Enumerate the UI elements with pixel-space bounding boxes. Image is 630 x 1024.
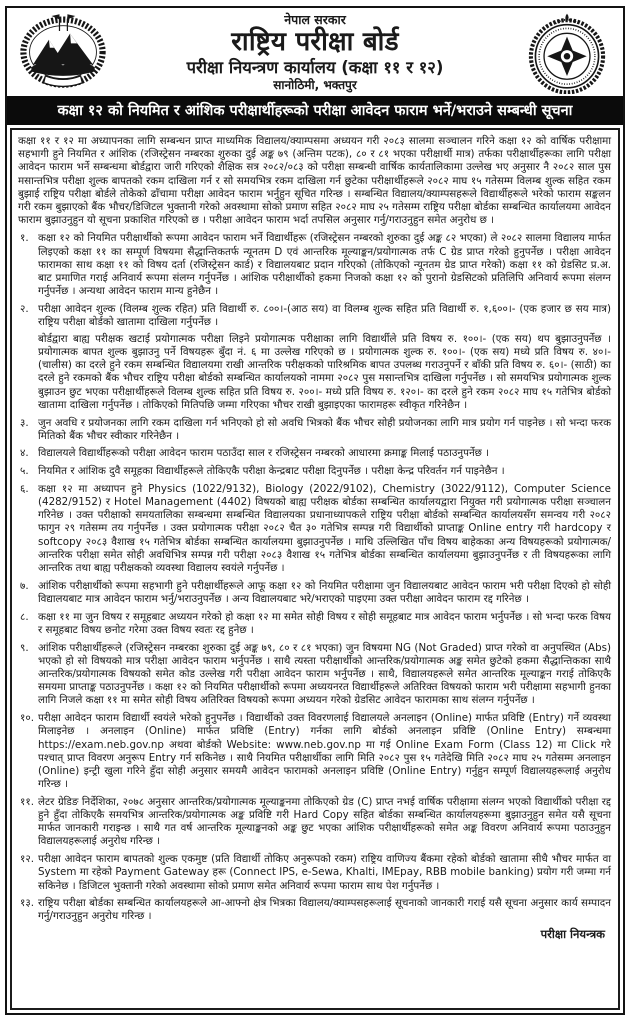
item-number: ४. bbox=[20, 447, 29, 460]
item-text: कक्षा ११ मा जुन विषय र समूहबाट अध्ययन गरेको हो कक्षा १२ मा समेत सोही विषय र सोही समूहबाट मात्र आवेदन फाराम भर्नुपर्नेछ । सो भन्दा फरक विषय र समूहबाट विषय छनोट गरेमा उक्त विषय स्वतः रद्द हुनेछ । bbox=[38, 610, 611, 636]
item-text: कक्षा १२ को नियमित परीक्षार्थीको रूपमा आवेदन फाराम भर्ने विद्यार्थीहरू (रजिस्ट्रेसन नम्बरको शुरुका दुई अङ्क ८२ भएका) ले २०८२ सालमा विद्यालय मार्फत लिइएको कक्षा ११ का सम्पूर्ण विषयमा सैद्धान्तिकतर्फ न्यूनतम D एवं आन्तरिक मूल्याङ्कन/प्रयोगात्मक तर्फ C ग्रेड प्राप्त गरेको हुनुपर्नेछ । परीक्षा आवेदन फारामका साथ कक्षा ११ को विषय दर्ता (रजिस्ट्रेसन कार्ड) र विद्यालयबाट प्रदान गरिएको (तोकिएको न्यूनतम ग्रेड प्राप्त गरेको) कक्षा ११ को ग्रेडसिट प्र.अ. बाट प्रमाणित गराई अनिवार्य रूपमा संलग्न गर्नुपर्नेछ । आंशिक परीक्षार्थीको हकमा निजको कक्षा १२ को पुरानो ग्रेडसिटको प्रतिलिपि अनिवार्य रूपमा संलग्न गर्नुपर्नेछ । अन्यथा आवेदन फाराम मान्य हुनेछैन । bbox=[38, 232, 611, 298]
item-text: लेटर ग्रेडिङ निर्देशिका, २०७८ अनुसार आन्तरिक/प्रयोगात्मक मूल्याङ्कनमा तोकिएको ग्रेड (C) प्राप्त नभई वार्षिक परीक्षामा संलग्न भएको विद्यार्थीको परीक्षा रद्द हुने हुँदा तोकिएकै समयभित्र आन्तरिक/प्रयोगात्मक अङ्क प्रविष्टि गरी Hard Copy सहित बोर्डका सम्बन्धित कार्यालयहरूमा बुझाउनुहुन समेत यसै सूचना मार्फत जानकारी गराइन्छ । साथै गत वर्ष आन्तरिक मूल्याङ्कनको अङ्क छुट भएका आंशिक परीक्षार्थीहरूको समेत अङ्क विवरण अनिवार्य रूपमा पठाउनुहुन विद्यालयहरूलाई अनुरोध गरिन्छ । bbox=[38, 795, 611, 848]
list-item bbox=[18, 232, 611, 298]
item-text: जुन अवधि र प्रयोजनका लागि रकम दाखिला गर्न भनिएको हो सो अवधि भित्रको बैंक भौचर सोही प्रयोजनका लागि मात्र प्रयोग गर्न पाइनेछ । सो भन्दा फरक मितिको बैंक भौचर स्वीकार गरिनेछैन । bbox=[38, 416, 611, 442]
item-text: आंशिक परीक्षार्थीहरूले (रजिस्ट्रेसन नम्बरका शुरुका दुई अङ्क ७९, ८० र ८१ भएका) जुन विषयमा NG (Not Graded) प्राप्त गरेको वा अनुपस्थित (Abs) भएको हो सो विषयको मात्र परीक्षा आवेदन फाराम भर्नुपर्नेछ । साथै त्यस्ता परीक्षार्थीको आन्तरिक/प्रयोगात्मक अङ्क समेत छुटेको हकमा सैद्धान्तिकका साथै आन्तरिक/प्रयोगात्मक विषयको समेत कोड उल्लेख गरी परीक्षा आवेदन फाराम भर्नुपर्नेछ । साथै, विद्यालयहरूले समेत आन्तरिक मूल्याङ्कन गराई तोकिएकै समयमा प्राप्ताङ्क पठाउनुपर्नेछ । कक्षा १२ को नियमित परीक्षार्थीको रूपमा अध्ययनरत विद्यार्थीहरूले अतिरिक्त विषयको फाराम भरी परीक्षामा सहभागी हुनका लागि निजले कक्षा ११ मा समेत सोही विषय अतिरिक्त विषयको रूपमा अध्ययन गरेको ग्रेडसिट आवेदन फारामका साथ संलग्न गर्नुपर्नेछ । bbox=[38, 641, 611, 707]
notice-title: कक्षा १२ को नियमित र आंशिक परीक्षार्थीहरूको परीक्षा आवेदन फाराम भर्ने/भराउने सम्बन्धी सूचना bbox=[7, 96, 623, 125]
list-item bbox=[18, 611, 611, 637]
item-text: राष्ट्रिय परीक्षा बोर्डका सम्बन्धित कार्यालयहरूले आ-आफ्नो क्षेत्र भित्रका विद्यालय/क्याम्पसहरूलाई सूचनाको जानकारी गराई यसै सूचना अनुसार कार्य सम्पादन गर्नु/गराउनुहुन अनुरोध गरिन्छ । bbox=[38, 897, 611, 923]
office-name: परीक्षा नियन्त्रण कार्यालय (कक्षा ११ र १२) bbox=[186, 57, 444, 77]
item-text: कक्षा १२ मा अध्यापन हुने Physics (1022/9132), Biology (2022/9102), Chemistry (3022/9112), Computer Science (4282/9152) र Hotel Management (4402) विषयको बाह्य परीक्षक बोर्डका सम्बन्धित कार्यालयद्वारा नियुक्त गरी प्रयोगात्मक परीक्षा सञ्चालन गरिनेछ । उक्त परीक्षाको समयतालिका सम्बन्धमा सम्बन्धित विद्यालयका प्रधानाध्यापकले राष्ट्रिय परीक्षा बोर्डको सम्बन्धित कार्यालयसँग समन्वय गरी २०८२ फागुन २९ गतेसम्म तय गर्नुपर्नेछ । उक्त प्रयोगात्मक परीक्षा २०८२ चैत ३० गतेभित्र सम्पन्न गरी विद्यार्थीको प्राप्ताङ्क Online entry गरी hardcopy र softcopy २०८३ वैशाख १५ गतेभित्र बोर्डका सम्बन्धित कार्यालयमा बुझाउनुपर्नेछ । माथि उल्लिखित पाँच विषय बाहेकका अन्य विषयहरूको प्रयोगात्मक/आन्तरिक परीक्षा समेत सोही अवधिभित्र सम्पन्न गरी परीक्षा २०८३ वैशाख १५ गतेभित्र बोर्डका सम्बन्धित कार्यालयमा बुझाउनुपर्नेछ र ती विषयहरूका लागि आन्तरिक तथा बाह्य परीक्षकको व्यवस्था विद्यालय स्वयंले गर्नुपर्नेछ । bbox=[38, 482, 611, 575]
list-item bbox=[18, 417, 611, 443]
letterhead bbox=[7, 8, 623, 96]
item-subparagraph: बोर्डद्वारा बाह्य परीक्षक खटाई प्रयोगात्मक परीक्षा लिइने प्रयोगात्मक परीक्षाका लागि विद्यार्थीले प्रति विषय रु. १००।- (एक सय) थप बुझाउनुपर्नेछ । प्रयोगात्मक बापत शुल्क बुझाउनु पर्ने विषयहरू बुँदा नं. ६ मा उल्लेख गरिएको छ । प्रयोगात्मक शुल्क रु. १००।- (एक सय) मध्ये प्रति विषय रु. ४०।- (चालीस) का दरले हुने रकम सम्बन्धित विद्यालयमा राखी आन्तरिक परीक्षकको पारिश्रमिक बापत उपलब्ध गराउनुपर्ने र बाँकी प्रति विषय रु. ६०।- (साठी) का दरले हुने रकमको बैंक भौचर राष्ट्रिय परीक्षा बोर्डको सम्बन्धित कार्यालयको नाममा २०८२ पुस मसान्तभित्र दाखिला गर्नुपर्नेछ । सो समयभित्र प्रयोगात्मक शुल्क बुझाउन छुट भएका परीक्षार्थीहरूले विलम्ब शुल्क सहित प्रति विषय रु. २००।- मध्ये प्रति विषय रु. १२०।- का दरले हुने रकम २०८२ माघ १५ गतेभित्र बोर्डको खातामा दाखिला गर्नुपर्नेछ । तोकिएको मितिपछि जम्मा गरिएका भौचर राखी बुझाइएका फारामहरू स्वीकृत गरिनेछैन । bbox=[38, 332, 611, 411]
list-item bbox=[18, 712, 611, 791]
list-item bbox=[18, 303, 611, 412]
government-name: नेपाल सरकार bbox=[284, 12, 346, 28]
item-text: आंशिक परीक्षार्थीको रूपमा सहभागी हुने परीक्षार्थीहरूले आफू कक्षा १२ को नियमित परीक्षामा जुन विद्यालयबाट आवेदन फाराम भरी परीक्षा दिएको हो सोही विद्यालयबाट मात्र आवेदन फाराम भर्नु/भराउनुपर्नेछ । अन्य विद्यालयबाट भरे/भराएको पाइएमा उक्त परीक्षा आवेदन फाराम रद्द गरिनेछ । bbox=[38, 579, 611, 605]
item-number: ८. bbox=[20, 610, 29, 623]
list-item bbox=[18, 642, 611, 708]
item-number: ५. bbox=[20, 465, 29, 478]
item-text: परीक्षा आवेदन शुल्क (विलम्ब शुल्क रहित) प्रति विद्यार्थी रु. ८००।-(आठ सय) वा विलम्ब शुल्क सहित प्रति विद्यार्थी रु. १,६००।- (एक हजार छ सय मात्र) राष्ट्रिय परीक्षा बोर्डको खातामा दाखिला गर्नुपर्नेछ । bbox=[38, 302, 611, 329]
item-number: ११. bbox=[20, 795, 34, 808]
item-number: १२. bbox=[20, 853, 34, 866]
office-location: सानोठिमी, भक्तपुर bbox=[273, 78, 357, 93]
notice-frame bbox=[5, 6, 625, 1015]
signature: परीक्षा नियन्त्रक bbox=[540, 927, 605, 942]
nepal-coat-of-arms-icon bbox=[17, 13, 109, 93]
list-item bbox=[18, 853, 611, 893]
item-number: ६. bbox=[20, 482, 29, 495]
item-number: ३. bbox=[20, 416, 29, 429]
letterhead-text bbox=[109, 13, 521, 92]
item-text: परीक्षा आवेदन फाराम बापतको शुल्क एकमुष्ट (प्रति विद्यार्थी तोकिए अनुरूपको रकम) राष्ट्रिय वाणिज्य बैंकमा रहेको बोर्डको खातामा सीधै भौचर मार्फत वा System मा रहेको Payment Gateway हरू (Connect IPS, e-Sewa, Khalti, IMEpay, RBB mobile banking) प्रयोग गरी जम्मा गर्न सकिनेछ । डिजिटल भुक्तानी गरेको अवस्थामा सोको प्रमाण समेत अनिवार्य रूपमा फाराम साथ पेश गर्नुपर्नेछ । bbox=[38, 853, 611, 892]
list-item bbox=[18, 447, 611, 460]
item-number: १०. bbox=[20, 712, 34, 725]
list-item bbox=[18, 483, 611, 575]
neb-seal-icon bbox=[521, 12, 613, 94]
list-item bbox=[18, 897, 611, 923]
notice-body bbox=[10, 128, 620, 1010]
item-text: परीक्षा आवेदन फाराम विद्यार्थी स्वयंले भरेको हुनुपर्नेछ । विद्यार्थीको उक्त विवरणलाई विद्यालयले अनलाइन (Online) मार्फत प्रविष्टि (Entry) गर्ने व्यवस्था मिलाइनेछ । अनलाइन (Online) मार्फत प्रविष्टि (Entry) गर्नका लागि बोर्डको अनलाइन प्रविष्टि (Online Entry) सम्बन्धमा https://exam.neb.gov.np अथवा बोर्डको Website: www.neb.gov.np मा गई Online Exam Form (Class 12) मा Click गरे पश्चात् प्राप्त विवरण अनुरूप Entry गर्न सकिनेछ । साथै नियमित परीक्षार्थीका लागि मिति २०८२ पुस १५ गतेदेखि मिति २०८२ माघ २५ गतेसम्म अनलाइन (Online) इन्ट्री खुला गरिने हुँदा सोही अनुसार समयमै आवेदन फारामको अनलाइन प्रविष्टि (Online Entry) गर्नुहुन सम्पूर्ण विद्यालयहरूलाई अनुरोध गरिन्छ । bbox=[38, 712, 611, 791]
intro-paragraph: कक्षा ११ र १२ मा अध्यापनका लागि सम्बन्धन प्राप्त माध्यमिक विद्यालय/क्याम्पसमा अध्ययन गरी २०८३ सालमा सञ्चालन गरिने कक्षा १२ को वार्षिक परीक्षामा सहभागी हुने नियमित र आंशिक (रजिस्ट्रेसन नम्बरका शुरुका दुई अङ्क ७९ (अन्तिम पटक), ८० र ८१ भएका परीक्षार्थी मात्र) तर्फका परीक्षार्थीहरूका लागि परीक्षा आवेदन फाराम भर्ने सम्बन्धमा बोर्डद्वारा जारी गरिएको शैक्षिक सत्र २०८२/०८३ को परीक्षा सम्बन्धी वार्षिक कार्यतालिकामा उल्लेख भए अनुसार नै २०८२ साल पुस मसान्तभित्र परीक्षा शुल्क बापतको रकम दाखिला गर्न र सो समयभित्र रकम दाखिला गर्न छुटेका परीक्षार्थीहरूले २०८२ माघ १५ गतेसम्म विलम्ब शुल्क सहित रकम बुझाई राष्ट्रिय परीक्षा बोर्डले तोकेको ढाँचामा परीक्षा आवेदन फाराम भर्नुहुन सूचित गरिन्छ । सम्बन्धित विद्यालय/क्याम्पसहरूले विद्यार्थीहरूले भरेको फाराम सङ्कलन गरी रकम बुझाएको बैंक भौचर/डिजिटल भुक्तानी गरेको अवस्थामा सोको प्रमाण सहित २०८२ माघ २५ गतेसम्म राष्ट्रिय परीक्षा बोर्डका सम्बन्धित कार्यालयमा आवेदन फाराम बुझाउनुहुन यो सूचना प्रकाशित गरिएको छ । परीक्षा आवेदन फाराम भर्दा तपसिल अनुसार गर्नु/गराउनुहुन समेत अनुरोध छ । bbox=[18, 135, 611, 227]
list-item bbox=[18, 796, 611, 849]
item-number: ७. bbox=[20, 579, 29, 592]
item-number: २. bbox=[20, 302, 29, 315]
board-name: राष्ट्रिय परीक्षा बोर्ड bbox=[231, 27, 399, 58]
item-number: ९. bbox=[20, 641, 29, 654]
item-text: नियमित र आंशिक दुवै समूहका विद्यार्थीहरूले तोकिएकै परीक्षा केन्द्रबाट परीक्षा दिनुपर्नेछ । परीक्षा केन्द्र परिवर्तन गर्न पाइनेछैन । bbox=[38, 465, 505, 478]
item-text: विद्यालयले विद्यार्थीहरूको परीक्षा आवेदन फाराम पठाउँदा साल र रजिस्ट्रेसन नम्बरको आधारमा क्रमाङ्क मिलाई पठाउनुपर्नेछ । bbox=[38, 447, 490, 460]
item-number: १. bbox=[20, 232, 29, 245]
list-item bbox=[18, 465, 611, 478]
item-number: १३. bbox=[20, 897, 34, 910]
notice-items bbox=[18, 232, 611, 923]
list-item bbox=[18, 580, 611, 606]
